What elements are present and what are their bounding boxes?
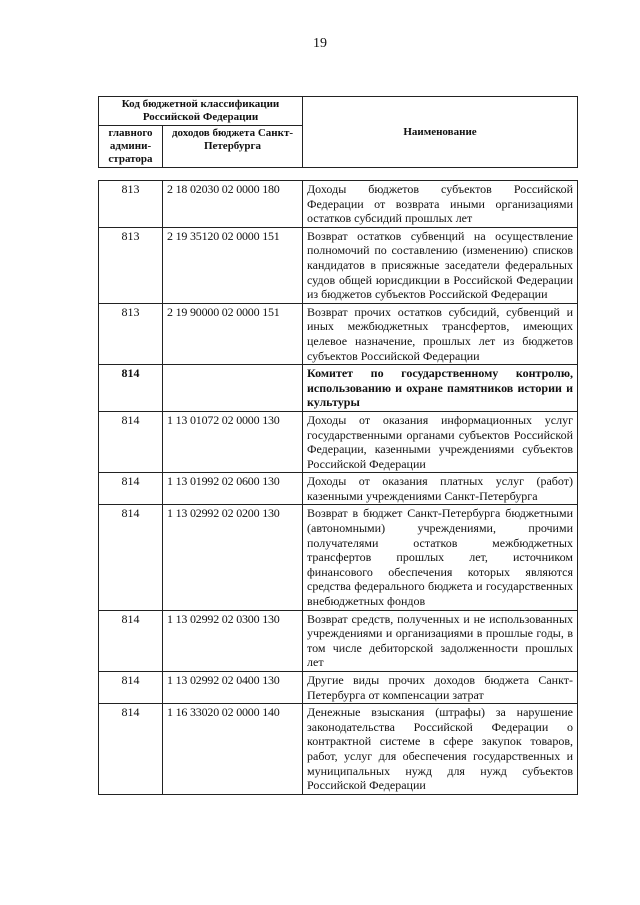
page-number: 19 — [313, 36, 327, 51]
income-code-cell: 1 13 02992 02 0300 130 — [163, 610, 303, 671]
table-row — [99, 181, 578, 228]
classification-table — [98, 180, 578, 795]
admin-code-cell: 813 — [99, 227, 163, 303]
admin-code-cell: 814 — [99, 704, 163, 795]
table-row — [99, 365, 578, 412]
budget-classification-code-header: Код бюджетной классификации Российской Федерации — [99, 97, 303, 126]
income-code-cell: 1 13 01992 02 0600 130 — [163, 473, 303, 505]
income-code-cell: 1 13 02992 02 0200 130 — [163, 505, 303, 610]
income-code-cell: 1 13 02992 02 0400 130 — [163, 672, 303, 704]
classification-header — [98, 96, 578, 168]
name-column-header: Наименование — [303, 97, 578, 168]
income-column-header: доходов бюджета Санкт-Петербурга — [163, 126, 303, 168]
name-cell: Доходы бюджетов субъектов Российской Федерации от возврата иными организациями остатков субсидий прошлых лет — [303, 181, 578, 228]
name-cell: Комитет по государственному контролю, использованию и охране памятников истории и культуры — [303, 365, 578, 412]
table-row — [99, 610, 578, 671]
name-cell: Доходы от оказания информационных услуг государственными органами субъектов Российской Федерации, казенными учреждениями субъектов Российской Федерации — [303, 411, 578, 472]
name-cell: Возврат средств, полученных и не использованных учреждениями и организациями в прошлые годы, в том числе дебиторской задолженности прошлых лет — [303, 610, 578, 671]
admin-code-cell: 814 — [99, 365, 163, 412]
table-row — [99, 505, 578, 610]
admin-code-cell: 814 — [99, 672, 163, 704]
income-code-cell: 1 16 33020 02 0000 140 — [163, 704, 303, 795]
table-row — [99, 411, 578, 472]
admin-column-header: главного админи-стратора — [99, 126, 163, 168]
admin-code-cell: 814 — [99, 411, 163, 472]
table-row — [99, 704, 578, 795]
name-cell: Возврат остатков субвенций на осуществление полномочий по составлению (изменению) списков кандидатов в присяжные заседатели федеральных судов общей юрисдикции в Российской Федерации из бюджетов субъектов Российской Федерации — [303, 227, 578, 303]
name-cell: Доходы от оказания платных услуг (работ) казенными учреждениями Санкт-Петербурга — [303, 473, 578, 505]
name-cell: Денежные взыскания (штрафы) за нарушение законодательства Российской Федерации о контрактной системе в сфере закупок товаров, работ, услуг для обеспечения государственных и муниципальных нужд для нужд субъектов Российской Федерации — [303, 704, 578, 795]
table-row — [99, 227, 578, 303]
income-code-cell: 2 19 90000 02 0000 151 — [163, 303, 303, 364]
table-row — [99, 303, 578, 364]
income-code-cell: 2 18 02030 02 0000 180 — [163, 181, 303, 228]
admin-code-cell: 814 — [99, 505, 163, 610]
table-row — [99, 672, 578, 704]
income-code-cell: 1 13 01072 02 0000 130 — [163, 411, 303, 472]
name-cell: Другие виды прочих доходов бюджета Санкт-Петербурга от компенсации затрат — [303, 672, 578, 704]
admin-code-cell: 814 — [99, 473, 163, 505]
name-cell: Возврат прочих остатков субсидий, субвенций и иных межбюджетных трансфертов, имеющих целевое назначение, прошлых лет из бюджетов субъектов Российской Федерации — [303, 303, 578, 364]
income-code-cell: 2 19 35120 02 0000 151 — [163, 227, 303, 303]
name-cell: Возврат в бюджет Санкт-Петербурга бюджетными (автономными) учреждениями, прочими получателями остатков межбюджетных трансфертов прошлых лет, источником финансового обеспечения которых являются средства федерального бюджета и государственных внебюджетных фондов — [303, 505, 578, 610]
table-row — [99, 473, 578, 505]
admin-code-cell: 814 — [99, 610, 163, 671]
income-code-cell — [163, 365, 303, 412]
admin-code-cell: 813 — [99, 181, 163, 228]
admin-code-cell: 813 — [99, 303, 163, 364]
